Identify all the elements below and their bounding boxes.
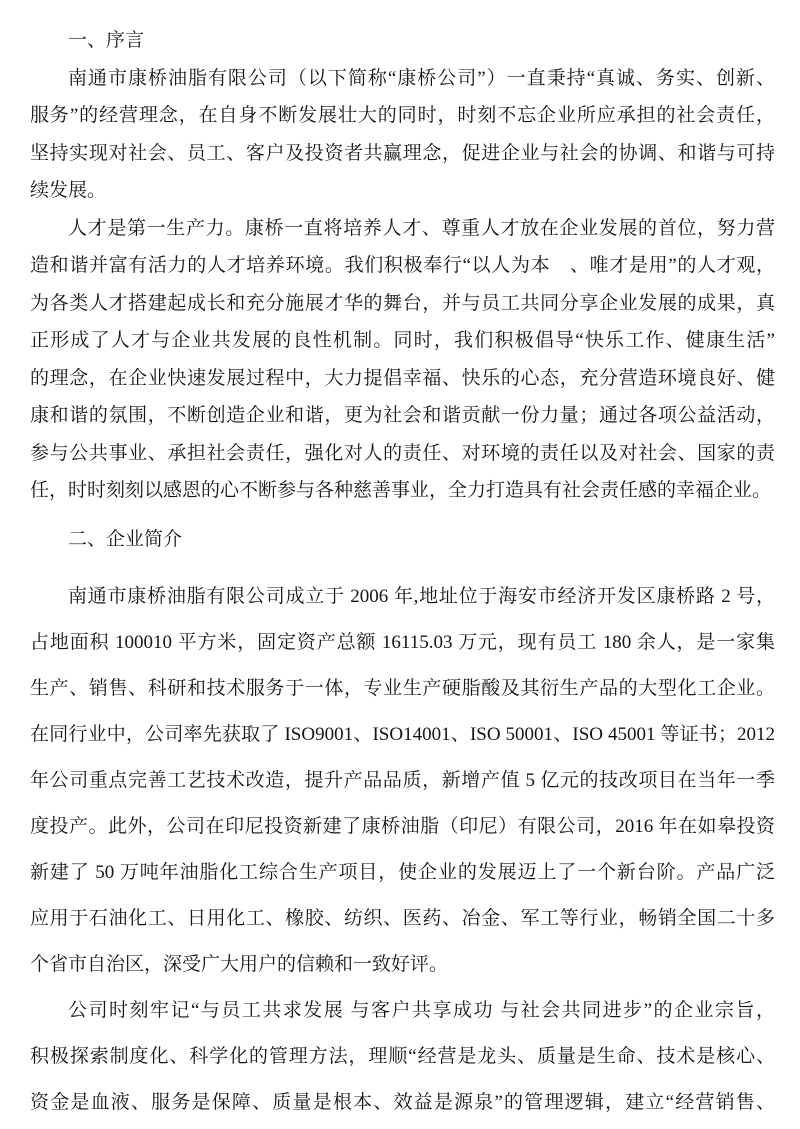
text-line: 个省市自治区，深受广大用户的信赖和一致好评。 [30,953,449,975]
section-heading: 一、序言 [68,30,145,51]
section-heading: 二、企业简介 [68,528,183,550]
text-line: 服务”的经营理念，在自身不断发展壮大的同时，时刻不忘企业所应承担的社会责任， [30,105,775,126]
text-line: 南通市康桥油脂有限公司（以下简称“康桥公司”）一直秉持“真诚、务实、创新、 [68,67,775,89]
text-line: 生产、销售、科研和技术服务于一体，专业生产硬脂酸及其衍生产品的大型化工企业。 [30,677,775,699]
text-line: 占地面积 100010 平方米，固定资产总额 16115.03 万元，现有员工 180 余人，是一家集 [30,631,775,653]
text-line: 参与公共事业、承担社会责任，强化对人的责任、对环境的责任以及对社会、国家的责 [30,442,775,464]
text-line: 续发展。 [30,180,107,201]
text-line: 康和谐的氛围，不断创造企业和谐，更为社会和谐贡献一份力量；通过各项公益活动， [30,405,775,426]
text-line: 公司时刻牢记“与员工共求发展 与客户共享成功 与社会共同进步”的企业宗旨， [68,999,775,1021]
text-line: 任，时时刻刻以感恩的心不断参与各种慈善事业，全力打造具有社会责任感的幸福企业。 [30,480,772,501]
text-line: 南通市康桥油脂有限公司成立于 2006 年,地址位于海安市经济开发区康桥路 2 号， [68,585,775,607]
text-line: 在同行业中，公司率先获取了 ISO9001、ISO14001、ISO 50001、ISO 45001 等证书；2012 [30,723,775,745]
text-line: 造和谐并富有活力的人才培养环境。我们积极奉行“以人为本 、唯才是用”的人才观， [30,255,775,276]
text-line: 坚持实现对社会、员工、客户及投资者共赢理念，促进企业与社会的协调、和谐与可持 [30,142,775,164]
text-line: 正形成了人才与企业共发展的良性机制。同时，我们积极倡导“快乐工作、健康生活” [30,330,775,351]
text-line: 年公司重点完善工艺技术改造，提升产品品质，新增产值 5 亿元的技改项目在当年一季 [30,769,775,791]
text-line: 积极探索制度化、科学化的管理方法，理顺“经营是龙头、质量是生命、技术是核心、 [30,1045,775,1067]
text-line: 资金是血液、服务是保障、质量是根本、效益是源泉”的管理逻辑，建立“经营销售、 [30,1091,775,1113]
text-line: 新建了 50 万吨年油脂化工综合生产项目，使企业的发展迈上了一个新台阶。产品广泛 [30,861,775,883]
text-line: 度投产。此外，公司在印尼投资新建了康桥油脂（印尼）有限公司，2016 年在如皋投资 [30,815,775,837]
text-line: 应用于石油化工、日用化工、橡胶、纺织、医药、冶金、军工等行业，畅销全国二十多 [30,907,775,929]
document-content [30,22,775,1126]
text-line: 为各类人才搭建起成长和充分施展才华的舞台，并与员工共同分享企业发展的成果，真 [30,292,775,314]
text-line: 的理念，在企业快速发展过程中，大力提倡幸福、快乐的心态，充分营造环境良好、健 [30,367,775,389]
text-line: 人才是第一生产力。康桥一直将培养人才、尊重人才放在企业发展的首位，努力营 [68,217,775,239]
